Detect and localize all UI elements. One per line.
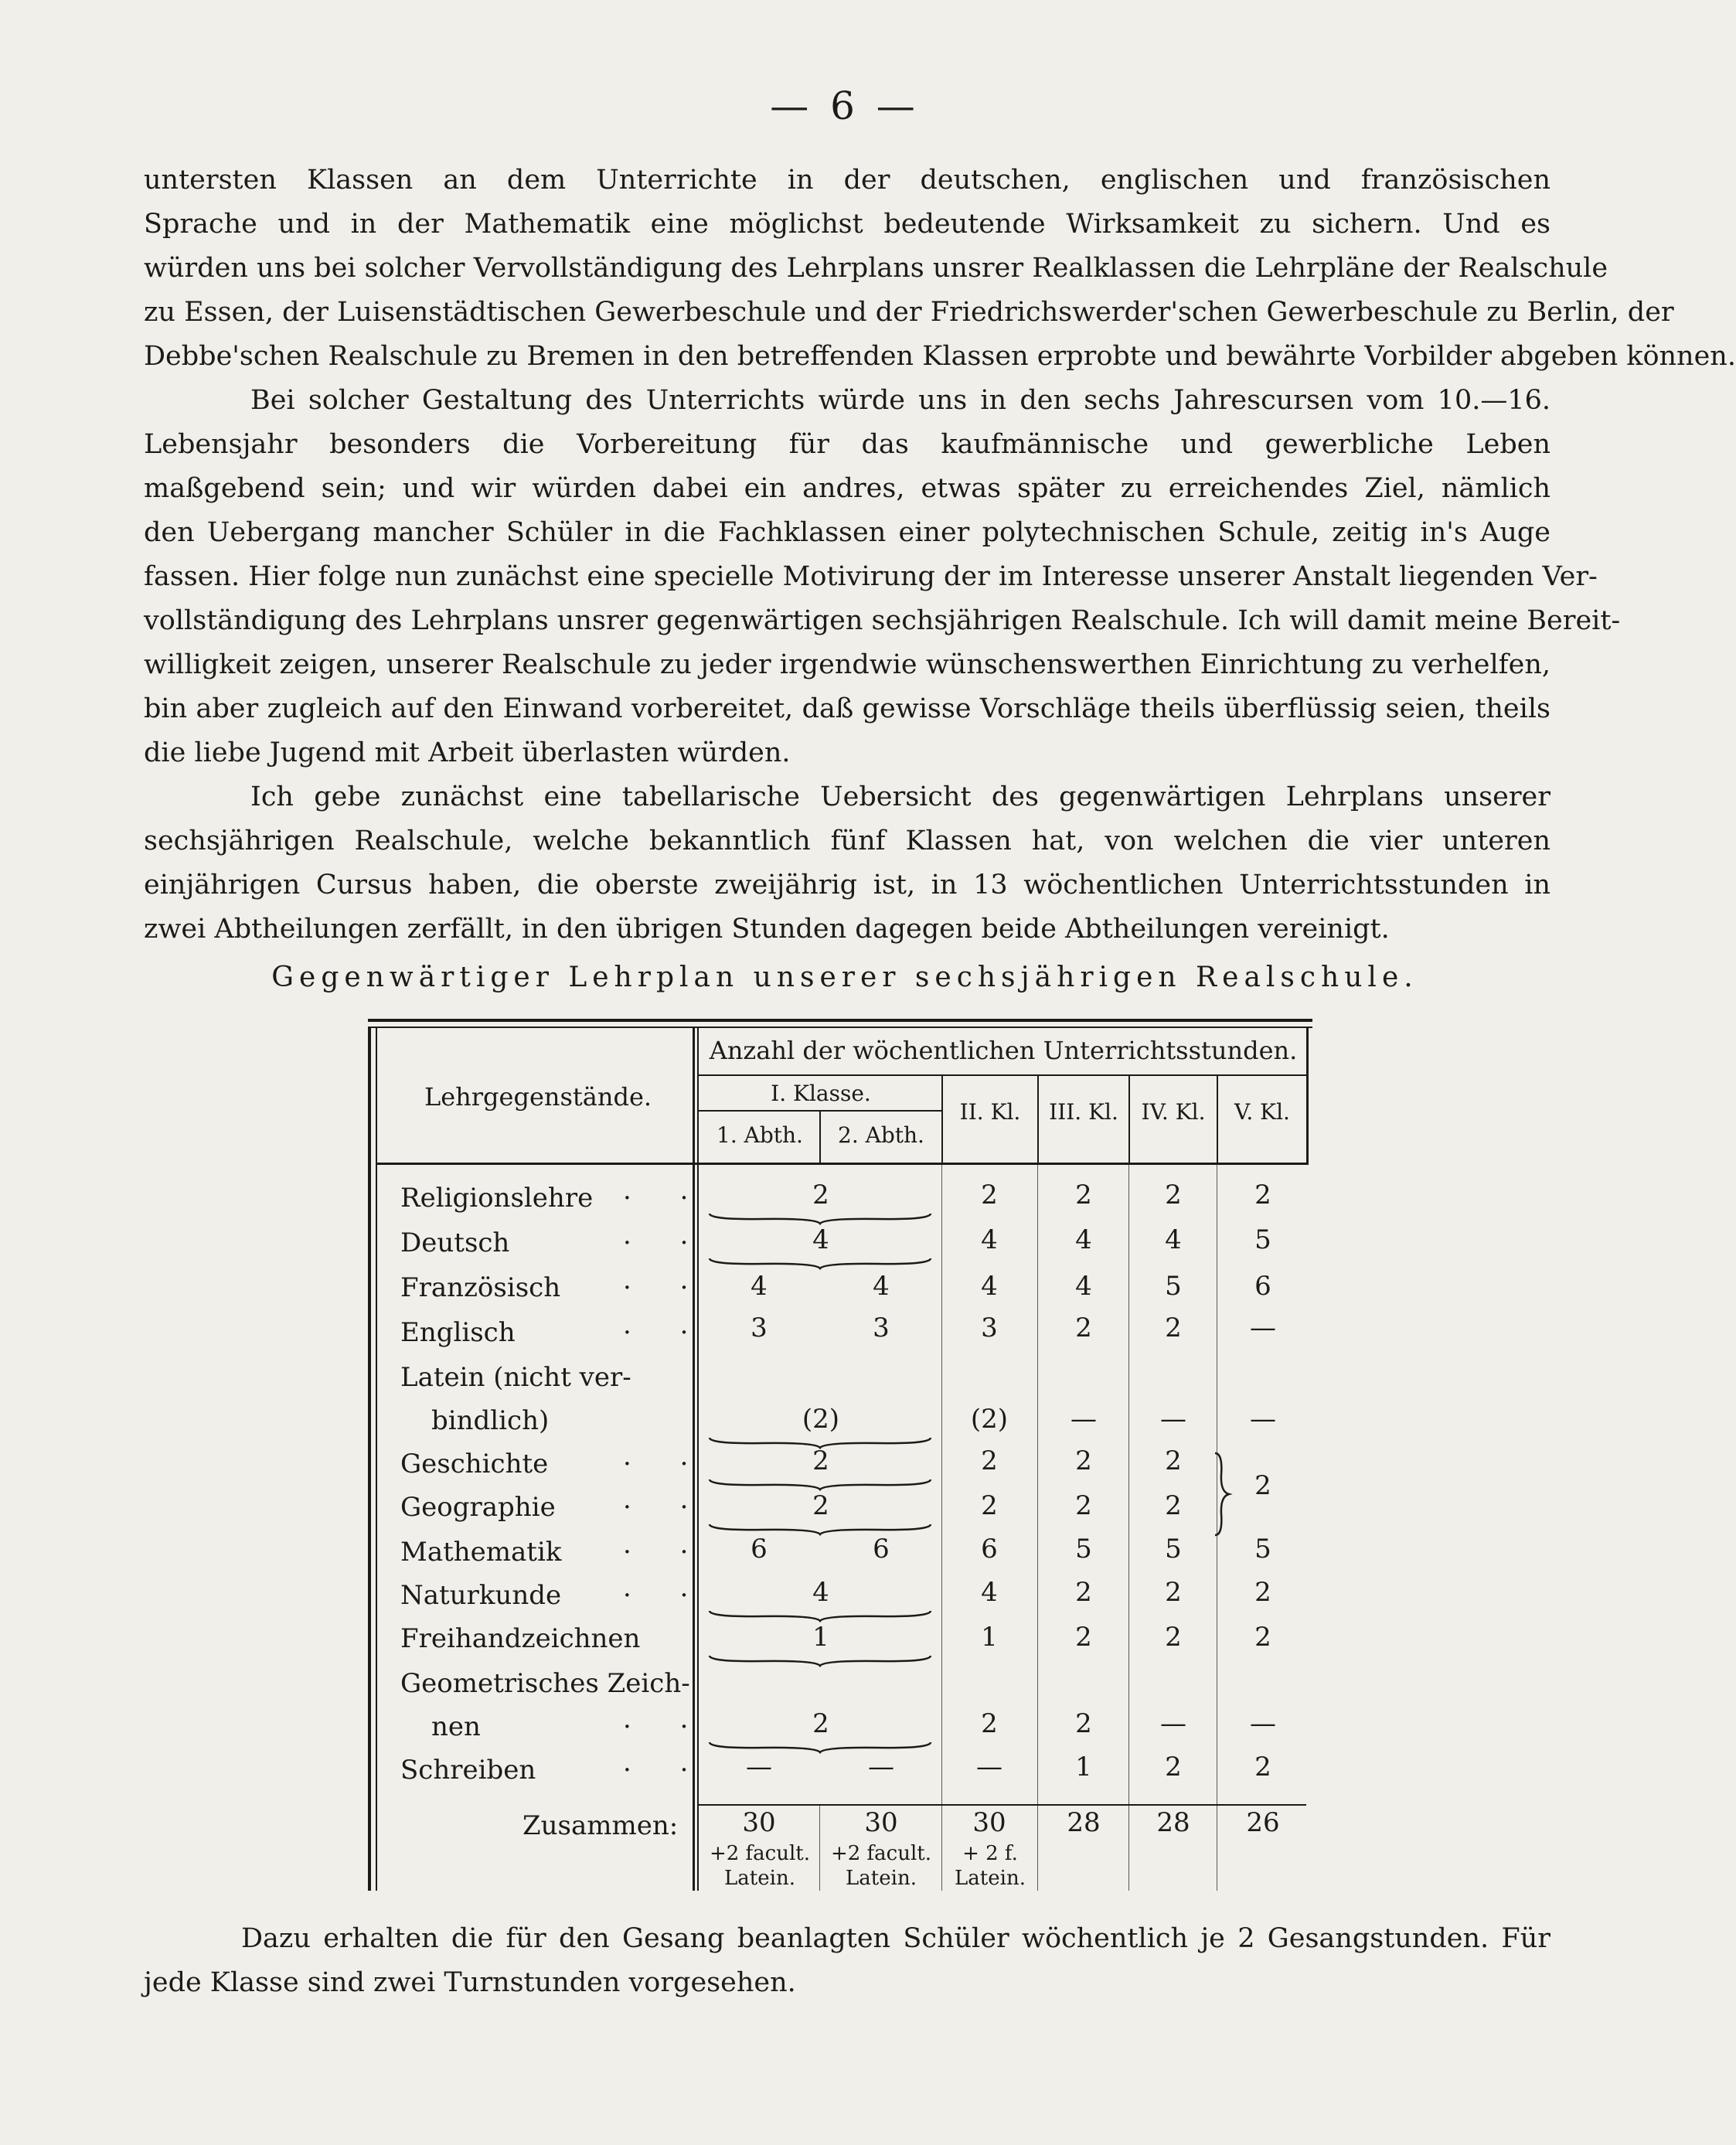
value-I-religion: 2: [812, 1180, 829, 1210]
value-IV-religion: 2: [1165, 1180, 1182, 1210]
total-abth2: 30: [864, 1807, 898, 1838]
value-III-geographie: 2: [1075, 1490, 1092, 1521]
subject-geometrisch: Geometrisches Zeich-: [400, 1668, 690, 1699]
subject-naturkunde: Naturkunde: [400, 1580, 562, 1611]
class-IV-header: IV. Kl.: [1141, 1099, 1206, 1125]
note-line: + 2 f.: [962, 1842, 1018, 1865]
text-line: jede Klasse sind zwei Turnstunden vorgesehen.: [144, 1967, 796, 1998]
text-line: Lebensjahr besonders die Vorbereitung für das kaufmännische und gewerbliche Leben: [144, 429, 1550, 460]
value-V-latein: —: [1250, 1404, 1276, 1435]
value-I-geographie: 2: [812, 1490, 829, 1521]
value-IV-latein: —: [1160, 1404, 1186, 1435]
value-I1-math: 6: [751, 1534, 768, 1564]
page-number: — 6 —: [770, 83, 920, 128]
value-V-schreiben: 2: [1254, 1752, 1271, 1782]
text-line: den Uebergang mancher Schüler in die Fachklassen einer polytechnischen Schule, zeitig in's Auge: [144, 517, 1550, 548]
value-III-schreiben: 1: [1075, 1752, 1092, 1782]
note-line: Latein.: [846, 1867, 917, 1890]
body-text: [144, 158, 1736, 952]
note-line: +2 facult.: [709, 1842, 811, 1865]
footer-text: [144, 1917, 1550, 2005]
subject-schreiben: Schreiben: [400, 1755, 536, 1786]
subject-freihandzeichnen: Freihandzeichnen: [400, 1623, 641, 1654]
value-I2-math: 6: [873, 1534, 890, 1564]
subject-mathematik: Mathematik: [400, 1537, 562, 1568]
value-I2-engl: 3: [873, 1313, 890, 1343]
rule: [819, 1806, 820, 1891]
value-I-freihand: 1: [812, 1622, 829, 1653]
total-V: 26: [1246, 1807, 1280, 1838]
value-II-franz: 4: [981, 1271, 998, 1302]
value-II-religion: 2: [981, 1180, 998, 1210]
leader-dots: · ·: [623, 1537, 709, 1568]
value-II-deutsch: 4: [981, 1224, 998, 1255]
hours-column-header: Anzahl der wöchentlichen Unterrichtsstunden.: [709, 1036, 1298, 1065]
value-II-geschichte: 2: [981, 1445, 998, 1476]
value-III-geometrisch: 2: [1075, 1708, 1092, 1739]
text-line: einjährigen Cursus haben, die oberste zweijährig ist, in 13 wöchentlichen Unterrichtsstunden in: [144, 870, 1550, 901]
value-II-schreiben: —: [976, 1752, 1002, 1782]
brace: [708, 1654, 932, 1667]
total-III: 28: [1067, 1807, 1101, 1838]
rule: [368, 1028, 371, 1891]
value-III-latein: —: [1071, 1404, 1097, 1435]
leader-dots: · ·: [623, 1183, 709, 1214]
subject-franzoesisch: Französisch: [400, 1272, 561, 1303]
rule: [377, 1163, 1309, 1165]
rule: [699, 1110, 941, 1112]
value-II-natur: 4: [981, 1577, 998, 1608]
leader-dots: · ·: [623, 1272, 709, 1303]
curriculum-table: [368, 1019, 1312, 1891]
value-I1-schreib: —: [746, 1752, 772, 1782]
subject-column-header: Lehrgegenstände.: [424, 1082, 652, 1112]
value-I1-engl: 3: [751, 1313, 768, 1343]
subject-latein: Latein (nicht ver-: [400, 1362, 631, 1393]
value-II-latein: (2): [970, 1404, 1009, 1435]
total-IV: 28: [1156, 1807, 1190, 1838]
text-line: vollständigung des Lehrplans unsrer gegenwärtigen sechsjährigen Realschule. Ich will damit meine Bereit-: [144, 605, 1621, 636]
subject-englisch: Englisch: [400, 1317, 516, 1348]
value-II-freihand: 1: [981, 1622, 998, 1653]
text-line: zwei Abtheilungen zerfällt, in den übrigen Stunden dagegen beide Abtheilungen vereinigt.: [144, 914, 1390, 945]
total-label: Zusammen:: [523, 1810, 679, 1841]
rule: [699, 1074, 1306, 1076]
text-line: sechsjährigen Realschule, welche bekanntlich fünf Klassen hat, von welchen die vier unteren: [144, 826, 1550, 856]
text-line: zu Essen, der Luisenstädtischen Gewerbeschule und der Friedrichswerder'schen Gewerbeschule zu Berlin, der: [144, 297, 1674, 328]
value-V-geometrisch: —: [1250, 1708, 1276, 1739]
text-line: bin aber zugleich auf den Einwand vorbereitet, daß gewisse Vorschläge theils überflüssig seien, theils: [144, 693, 1550, 724]
subject-religion: Religionslehre: [400, 1183, 594, 1214]
rule: [941, 1165, 942, 1891]
value-III-franz: 4: [1075, 1271, 1092, 1302]
text-line: untersten Klassen an dem Unterrichte in der deutschen, englischen und französischen: [144, 165, 1550, 196]
brace: [1212, 1452, 1231, 1537]
note-II: [943, 1841, 1037, 1891]
value-IV-geometrisch: —: [1160, 1708, 1186, 1739]
leader-dots: · ·: [623, 1227, 709, 1258]
class-V-header: V. Kl.: [1234, 1099, 1290, 1125]
value-III-deutsch: 4: [1075, 1224, 1092, 1255]
abth-1-header: 1. Abth.: [717, 1122, 803, 1148]
value-I-latein: (2): [802, 1404, 840, 1435]
value-IV-deutsch: 4: [1165, 1224, 1182, 1255]
text-line: fassen. Hier folge nun zunächst eine specielle Motivirung der im Interesse unserer Anstalt liegenden Ver-: [144, 561, 1598, 592]
value-III-engl: 2: [1075, 1313, 1092, 1343]
value-I2-franz: 4: [873, 1271, 890, 1302]
rule: [1128, 1165, 1129, 1891]
abth-2-header: 2. Abth.: [838, 1122, 924, 1148]
value-IV-schreiben: 2: [1165, 1752, 1182, 1782]
value-II-geometrisch: 2: [981, 1708, 998, 1739]
text-line: würden uns bei solcher Vervollständigung des Lehrplans unsrer Realklassen die Lehrpläne der Realschule: [144, 253, 1608, 284]
value-V-math: 5: [1254, 1534, 1271, 1564]
rule: [699, 1804, 1306, 1806]
value-III-religion: 2: [1075, 1180, 1092, 1210]
rule: [1306, 1028, 1309, 1163]
value-I2-schreib: —: [868, 1752, 894, 1782]
value-IV-engl: 2: [1165, 1313, 1182, 1343]
value-II-engl: 3: [981, 1313, 998, 1343]
rule: [368, 1019, 1312, 1022]
class-III-header: III. Kl.: [1049, 1099, 1118, 1125]
value-V-franz: 6: [1254, 1271, 1271, 1302]
leader-dots: · ·: [623, 1755, 709, 1786]
value-V-freihand: 2: [1254, 1622, 1271, 1653]
note-abth1: [700, 1841, 819, 1891]
value-IV-geschichte: 2: [1165, 1445, 1182, 1476]
text-line: maßgebend sein; und wir würden dabei ein andres, etwas später zu erreichendes Ziel, nämlich: [144, 473, 1550, 504]
value-I-geschichte: 2: [812, 1445, 829, 1476]
class-II-header: II. Kl.: [959, 1099, 1021, 1125]
text-line: Dazu erhalten die für den Gesang beanlagten Schüler wöchentlich je 2 Gesangstunden. Für: [241, 1923, 1550, 1954]
value-V-engl: —: [1250, 1313, 1276, 1343]
text-line: willigkeit zeigen, unserer Realschule zu jeder irgendwie wünschenswerthen Einrichtung zu verhelfen,: [144, 649, 1550, 680]
value-I1-franz: 4: [751, 1271, 768, 1302]
brace: [708, 1257, 932, 1269]
brace: [708, 1212, 932, 1224]
text-line: Bei solcher Gestaltung des Unterrichts würde uns in den sechs Jahrescursen vom 10.—16.: [250, 385, 1550, 416]
value-III-natur: 2: [1075, 1577, 1092, 1608]
leader-dots: · ·: [623, 1449, 709, 1479]
subject-geometrisch-cont: nen: [431, 1711, 481, 1742]
leader-dots: · ·: [623, 1711, 709, 1742]
value-IV-franz: 5: [1165, 1271, 1182, 1302]
value-V-deutsch: 5: [1254, 1224, 1271, 1255]
text-line: Debbe'schen Realschule zu Bremen in den betreffenden Klassen erprobte und bewährte Vorbilder abgeben können.: [144, 341, 1736, 372]
note-line: Latein.: [724, 1867, 795, 1890]
value-IV-freihand: 2: [1165, 1622, 1182, 1653]
text-line: Ich gebe zunächst eine tabellarische Uebersicht des gegenwärtigen Lehrplans unserer: [250, 781, 1550, 812]
value-V-religion: 2: [1254, 1180, 1271, 1210]
value-V-gesch-geo: 2: [1254, 1470, 1271, 1501]
note-line: +2 facult.: [830, 1842, 932, 1865]
brace: [708, 1609, 932, 1622]
leader-dots: · ·: [623, 1317, 709, 1348]
total-II: 30: [972, 1807, 1006, 1838]
value-III-math: 5: [1075, 1534, 1092, 1564]
leader-dots: · ·: [623, 1492, 709, 1523]
subject-deutsch: Deutsch: [400, 1227, 510, 1258]
subject-geschichte: Geschichte: [400, 1449, 549, 1479]
value-IV-geographie: 2: [1165, 1490, 1182, 1521]
note-abth2: [821, 1841, 941, 1891]
note-line: Latein.: [955, 1867, 1026, 1890]
value-II-geographie: 2: [981, 1490, 998, 1521]
value-IV-math: 5: [1165, 1534, 1182, 1564]
value-I-geometrisch: 2: [812, 1708, 829, 1739]
text-line: die liebe Jugend mit Arbeit überlasten würden.: [144, 737, 791, 768]
value-II-math: 6: [981, 1534, 998, 1564]
brace: [708, 1478, 932, 1490]
rule: [1037, 1165, 1038, 1891]
leader-dots: · ·: [623, 1580, 709, 1611]
total-abth1: 30: [742, 1807, 776, 1838]
text-line: Sprache und in der Mathematik eine möglichst bedeutende Wirksamkeit zu sichern. Und es: [144, 209, 1550, 240]
value-IV-natur: 2: [1165, 1577, 1182, 1608]
subject-geographie: Geographie: [400, 1492, 556, 1523]
subject-latein-cont: bindlich): [431, 1405, 550, 1436]
rule: [376, 1028, 377, 1891]
value-III-freihand: 2: [1075, 1622, 1092, 1653]
value-III-geschichte: 2: [1075, 1445, 1092, 1476]
value-I-deutsch: 4: [812, 1224, 829, 1255]
class-I-header: I. Klasse.: [771, 1081, 871, 1106]
value-V-natur: 2: [1254, 1577, 1271, 1608]
rule: [368, 1027, 1312, 1028]
table-title: Gegenwärtiger Lehrplan unserer sechsjährigen Realschule.: [271, 962, 1418, 993]
value-I-natur: 4: [812, 1577, 829, 1608]
